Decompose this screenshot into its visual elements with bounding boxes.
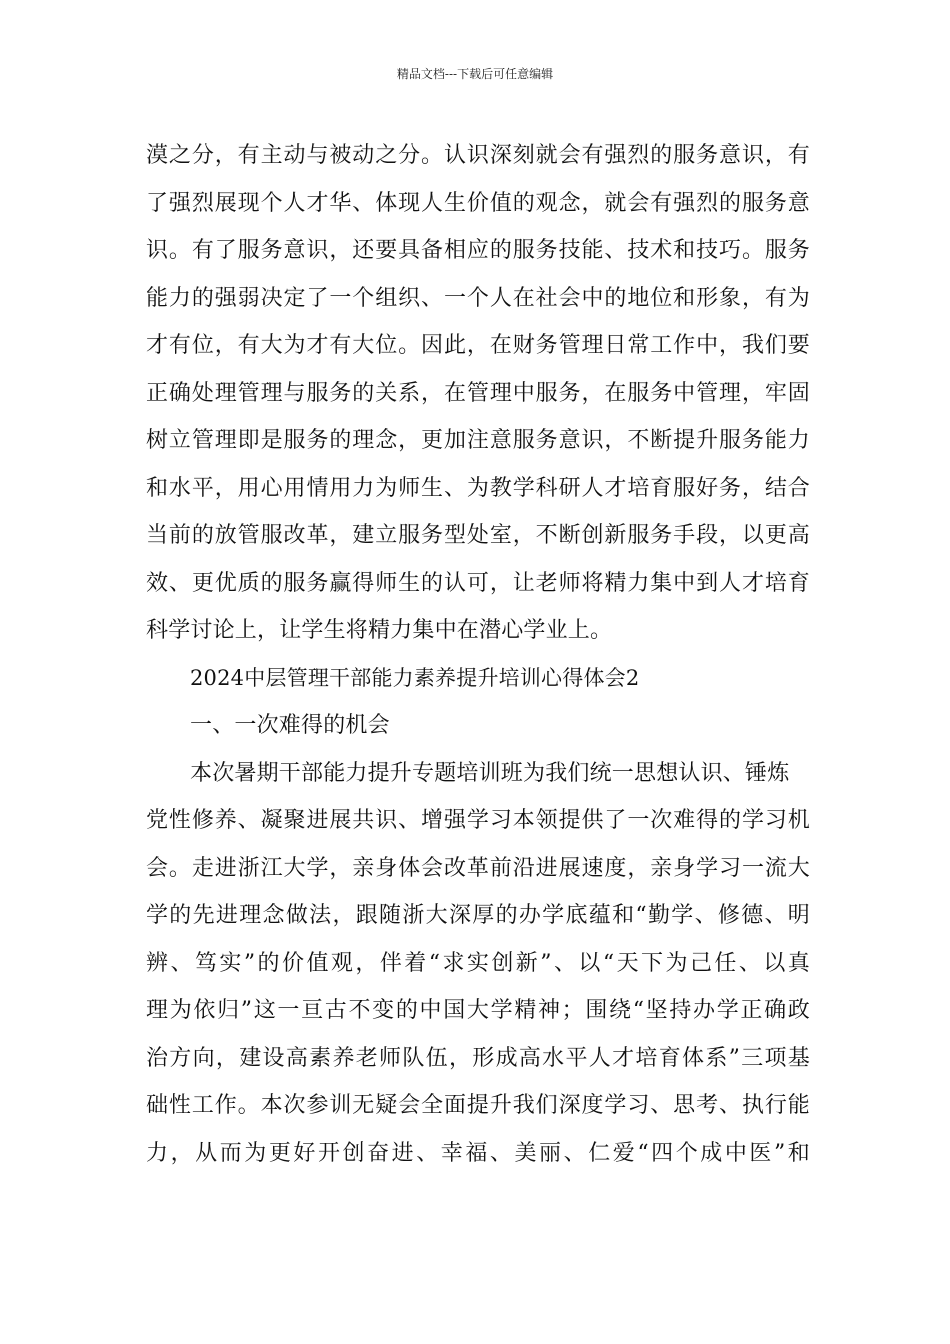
text-line: 科学讨论上，让学生将精力集中在潜心学业上。 bbox=[146, 618, 613, 643]
text-line: 治方向，建设高素养老师队伍，形成高水平人才培育体系”三项基 bbox=[146, 1045, 810, 1071]
text-line: 效、更优质的服务赢得师生的认可，让老师将精力集中到人才培育 bbox=[146, 570, 810, 596]
article-title bbox=[146, 655, 810, 703]
text-line: 党性修养、凝聚进展共识、增强学习本领提供了一次难得的学习机 bbox=[146, 808, 810, 833]
text-line: 识。有了服务意识，还要具备相应的服务技能、技术和技巧。服务 bbox=[146, 238, 810, 263]
text-line: 本次暑期干部能力提升专题培训班为我们统一思想认识、锤炼 bbox=[190, 760, 790, 786]
text-line: 树立管理即是服务的理念，更加注意服务意识，不断提升服务能力 bbox=[146, 428, 810, 453]
page-header bbox=[0, 66, 950, 82]
text-line: 能力的强弱决定了一个组织、一个人在社会中的地位和形象，有为 bbox=[146, 285, 810, 311]
text-line: 力，从而为更好开创奋进、幸福、美丽、仁爱“四个成中医”和 bbox=[146, 1140, 810, 1166]
text-line: 正确处理管理与服务的关系，在管理中服务，在服务中管理，牢固 bbox=[146, 380, 810, 406]
text-line: 漠之分，有主动与被动之分。认识深刻就会有强烈的服务意识，有 bbox=[146, 143, 810, 168]
paragraph-continuation bbox=[146, 132, 810, 655]
paragraph-body bbox=[146, 750, 810, 1178]
text-line: 学的先进理念做法，跟随浙大深厚的办学底蕴和“勤学、修德、明 bbox=[146, 903, 810, 928]
text-line: 理为依归”这一亘古不变的中国大学精神；围绕“坚持办学正确政 bbox=[146, 998, 810, 1023]
heading-line: 一、一次难得的机会 bbox=[190, 713, 390, 738]
text-line: 辨、笃实”的价值观，伴着“求实创新”、以“天下为己任、以真 bbox=[146, 950, 810, 976]
text-line: 了强烈展现个人才华、体现人生价值的观念，就会有强烈的服务意 bbox=[146, 190, 810, 216]
text-line: 才有位，有大为才有大位。因此，在财务管理日常工作中，我们要 bbox=[146, 333, 810, 358]
text-line: 和水平，用心用情用力为师生、为教学科研人才培育服好务，结合 bbox=[146, 475, 810, 501]
section-heading bbox=[146, 702, 810, 750]
title-line: 2024中层管理干部能力素养提升培训心得体会2 bbox=[190, 665, 640, 690]
text-line: 会。走进浙江大学，亲身体会改革前沿进展速度，亲身学习一流大 bbox=[146, 855, 810, 881]
text-line: 当前的放管服改革，建立服务型处室，不断创新服务手段，以更高 bbox=[146, 523, 810, 548]
document-body bbox=[146, 132, 810, 1177]
header-text: 精品文档---下载后可任意编辑 bbox=[396, 67, 554, 81]
text-line: 础性工作。本次参训无疑会全面提升我们深度学习、思考、执行能 bbox=[146, 1093, 810, 1118]
